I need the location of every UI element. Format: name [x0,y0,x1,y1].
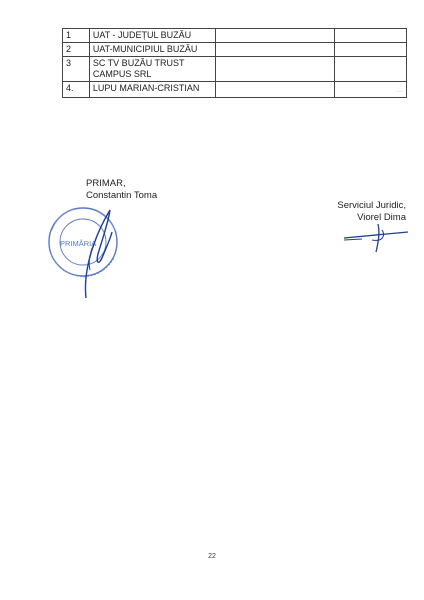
table-row [63,43,407,57]
legal-handwritten-signature [342,222,412,258]
mayor-title: PRIMAR, [86,178,126,189]
row-number: 3 [63,57,90,82]
mayor-name: Constantin Toma [86,190,158,201]
legal-name: Viorel Dima [357,212,406,223]
faint-mark: .... [395,87,403,94]
empty-cell [334,29,406,43]
official-stamp-and-signature [38,200,138,305]
stamp-text: PRIMĂRIA [60,239,97,248]
empty-cell [334,57,406,82]
faint-cell [334,82,406,98]
beneficiaries-table [62,28,407,98]
empty-cell [216,29,335,43]
table-row [63,29,407,43]
legal-signature-block [337,200,406,224]
row-name: SC TV BUZĂU TRUST CAMPUS SRL [89,57,215,82]
empty-cell [216,57,335,82]
row-number: 1 [63,29,90,43]
page-number: 22 [208,553,216,560]
row-name: UAT - JUDEȚUL BUZĂU [89,29,215,43]
row-name: UAT-MUNICIPIUL BUZĂU [89,43,215,57]
empty-cell [334,43,406,57]
table-row [63,82,407,98]
empty-cell [216,43,335,57]
table-row [63,57,407,82]
legal-title: Serviciul Juridic, [337,200,406,211]
empty-cell [216,82,335,98]
row-number: 2 [63,43,90,57]
mayor-signature-block [86,178,157,202]
row-name: LUPU MARIAN-CRISTIAN [89,82,215,98]
row-number: 4. [63,82,90,98]
